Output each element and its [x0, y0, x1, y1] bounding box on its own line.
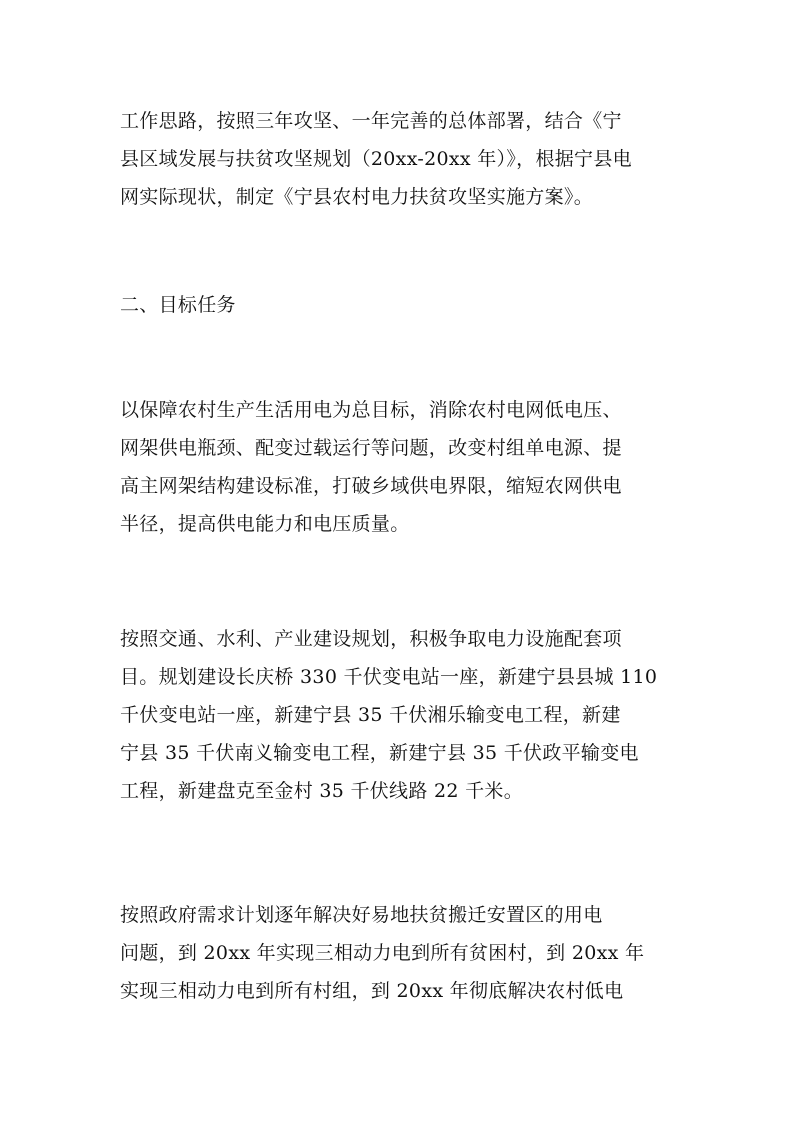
text-line: 网实际现状，制定《宁县农村电力扶贫攻坚实施方案》。	[120, 186, 594, 208]
paragraph-overall-goal	[120, 391, 680, 543]
section-heading	[120, 286, 680, 324]
text-line: 工作思路，按照三年攻坚、一年完善的总体部署，结合《宁	[120, 110, 622, 132]
paragraph-relocation-power	[120, 896, 680, 1010]
text-line: 以保障农村生产生活用电为总目标，消除农村电网低电压、	[120, 399, 622, 421]
text-line: 按照交通、水利、产业建设规划，积极争取电力设施配套项	[120, 628, 622, 650]
text-line: 高主网架结构建设标准，打破乡域供电界限，缩短农网供电	[120, 475, 622, 497]
text-line: 工程，新建盘克至金村 35 千伏线路 22 千米。	[120, 780, 524, 802]
text-line: 目。规划建设长庆桥 330 千伏变电站一座，新建宁县县城 110	[120, 666, 658, 688]
text-line: 网架供电瓶颈、配变过载运行等问题，改变村组单电源、提	[120, 437, 622, 459]
text-line: 半径，提高供电能力和电压质量。	[120, 513, 410, 535]
paragraph-infrastructure-projects	[120, 620, 680, 810]
text-line: 实现三相动力电到所有村组，到 20xx 年彻底解决农村低电	[120, 980, 624, 1002]
section-heading-text: 二、目标任务	[120, 294, 236, 316]
text-line: 宁县 35 千伏南义输变电工程，新建宁县 35 千伏政平输变电	[120, 742, 639, 764]
text-line: 千伏变电站一座，新建宁县 35 千伏湘乐输变电工程，新建	[120, 704, 621, 726]
text-line: 县区域发展与扶贫攻坚规划（20xx-20xx 年）》，根据宁县电	[120, 148, 632, 170]
text-line: 按照政府需求计划逐年解决好易地扶贫搬迁安置区的用电	[120, 904, 603, 926]
text-line: 问题，到 20xx 年实现三相动力电到所有贫困村，到 20xx 年	[120, 942, 645, 964]
paragraph-work-approach	[120, 102, 680, 216]
